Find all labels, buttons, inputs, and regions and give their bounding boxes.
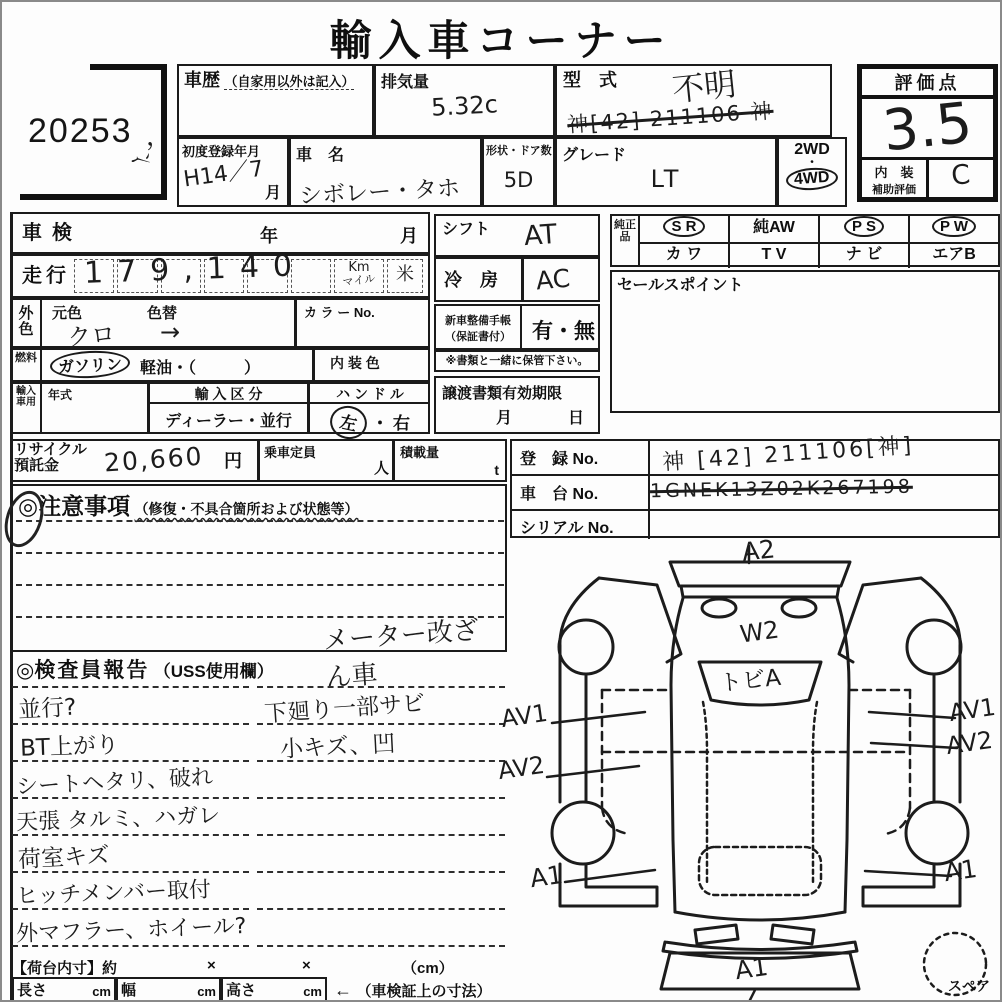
shape-doors-cell [482, 137, 555, 207]
inspector-note: 下廻り一部サビ [263, 690, 426, 728]
report-line [257, 834, 505, 836]
caution-label: 注意事項 [38, 493, 131, 519]
interior-color-divider [312, 350, 315, 380]
cargo-label: 【荷台内寸】約 [12, 960, 118, 977]
interior-label-1: 内 装 [874, 165, 914, 180]
shift-label: シフト [442, 221, 491, 238]
registration-no-label: 登 録 No. [512, 441, 650, 474]
caution-line [16, 552, 504, 554]
damage-label-a1-right: A1 [942, 853, 979, 888]
length-cell [12, 977, 116, 1002]
handle-right: 右 [392, 414, 410, 433]
history-label: 車歴 [184, 70, 220, 90]
chassis-no-label: 車 台 No. [512, 476, 650, 509]
recycle-row [10, 439, 507, 482]
score-box [857, 64, 998, 202]
mileage-unit-mile: マイル [341, 271, 377, 290]
cargo-x2: × [302, 957, 311, 974]
first-registration-label: 初度登録年月 [182, 144, 261, 159]
model-year-label: 年式 [48, 388, 73, 402]
model-value: 不明 [670, 64, 739, 110]
a1-bottom-slash [747, 990, 755, 1002]
import-vlabel: 輸入車用 [12, 384, 42, 432]
fuel-gasoline-circled: ガソリン [49, 349, 130, 380]
report-line [257, 871, 505, 873]
original-color-label: 元色 [52, 305, 83, 322]
interior-label-2: 補助評価 [872, 184, 916, 196]
mileage-value: 179,140 [83, 248, 307, 291]
damage-label-av1-left: AV1 [499, 698, 550, 734]
report-line [257, 908, 505, 910]
door-line-left [703, 702, 707, 885]
length-label: 長さ [17, 982, 48, 999]
history-note: （自家用以外は記入） [224, 74, 355, 89]
inspector-note: 小キズ、凹 [279, 730, 396, 763]
handle-left-circled: 左 [327, 403, 370, 443]
interior-score-value: C [949, 159, 972, 192]
report-line [257, 945, 505, 947]
inspector-note: ヒッチメンバー取付 [15, 877, 212, 910]
genuine-parts-vlabel: 純正品 [612, 216, 640, 265]
load-label: 積載量 [400, 445, 440, 460]
model-code-cell [555, 64, 832, 137]
lot-comma-mark: ， [146, 122, 173, 152]
handle-dot: ・ [371, 414, 389, 433]
service-book-cell [434, 304, 600, 350]
inspector-note-label: （USS使用欄） [153, 662, 274, 681]
registration-no-value: 神 [42] 211106[神] [661, 433, 916, 476]
interior-score-row [862, 157, 993, 197]
fuel-row [10, 348, 430, 382]
leather-label: カ ワ [640, 244, 730, 268]
inspector-note: BT上がり [19, 732, 120, 762]
grade-value: LT [650, 165, 682, 193]
front-bumper-band [681, 586, 839, 597]
damage-label-av2-left: AV2 [496, 750, 547, 786]
grade-label: グレード [562, 147, 627, 164]
headlight-right [782, 599, 816, 617]
inspector-note: 外マフラー、ホイール? [15, 913, 247, 948]
drive-2wd: 2WD [794, 141, 830, 158]
inspector-label: 検査員報告 [34, 659, 150, 682]
color-change-label: 色替 [147, 305, 178, 322]
import-class-label: 輸 入 区 分 [150, 384, 307, 404]
fuel-vlabel: 燃料 [12, 350, 42, 380]
service-book-value: 有・無 [532, 320, 595, 343]
cargo-x1: × [207, 957, 216, 974]
height-cell [221, 977, 327, 1002]
inspector-note: 荷室キズ [17, 842, 111, 874]
recycle-label-1: リサイクル [14, 441, 87, 458]
dims-note-text: （車検証上の寸法） [356, 983, 492, 1000]
first-registration-month-suffix: 月 [264, 185, 281, 202]
lot-number-box [20, 64, 173, 200]
mileage-unit-box [334, 259, 384, 293]
first-registration-value: H14／7 [181, 156, 266, 193]
damage-label-av2-right: AV2 [944, 725, 995, 761]
import-class-value: ディーラー・並行 [165, 413, 292, 430]
report-line [257, 797, 505, 799]
dims-note [334, 980, 491, 1001]
ac-cell [434, 257, 600, 302]
service-book-label-2: （保証書付） [445, 331, 511, 343]
lot-number: 20253 [28, 112, 133, 150]
keep-note: ※書類と一緒に保管下さい。 [445, 355, 589, 367]
caution-line [16, 520, 504, 522]
interior-color-label: 内 装 色 [330, 355, 380, 371]
caution-line [16, 584, 504, 586]
door-line-right [813, 702, 817, 885]
power-window-circled: P W [932, 216, 976, 237]
inspector-report-header [16, 654, 274, 684]
first-registration-cell [177, 137, 289, 207]
exterior-color-row [10, 298, 430, 353]
damage-label-windshield: トビA [718, 664, 783, 698]
history-cell [177, 64, 374, 137]
mileage-row [10, 248, 430, 298]
score-value: 3.5 [879, 90, 976, 165]
rear-panel-curve [675, 912, 845, 920]
chassis-no-value: 1GNEK13Z02K267198 [649, 475, 914, 503]
color-no-divider [294, 300, 297, 346]
sales-point-label: セールスポイント [617, 277, 744, 294]
front-wheel-left [559, 620, 613, 674]
length-unit: cm [92, 984, 111, 999]
report-line [12, 686, 249, 688]
score-label: 評価点 [862, 69, 993, 99]
power-steering-circled: P S [844, 216, 884, 237]
import-row [10, 382, 430, 434]
car-name-label: 車 名 [296, 147, 345, 164]
registration-table [510, 433, 1000, 538]
mileage-unit-km: Km [348, 260, 370, 275]
model-label: 型 式 [563, 70, 617, 90]
load-unit: t [494, 462, 499, 478]
transfer-day: 日 [568, 410, 585, 427]
original-color-value: クロ [66, 319, 117, 353]
capacity-label: 乗車定員 [264, 445, 317, 460]
height-unit: cm [303, 984, 322, 999]
window-band-dashed [602, 690, 910, 834]
lot-box-top-border [90, 64, 167, 70]
drive-dot: ・ [805, 155, 818, 169]
caution-mark: ◎ [18, 493, 39, 519]
rear-wheel-left [552, 802, 614, 864]
recycle-yen: 円 [224, 451, 242, 471]
shift-value: AT [522, 218, 558, 253]
caution-handwritten-note: メーター改ざん車 [322, 615, 480, 694]
ac-value: AC [534, 263, 572, 296]
color-no-label: カ ラ ー No. [304, 305, 375, 320]
exterior-color-vlabel: 外色 [12, 300, 42, 346]
left-side-panel [552, 578, 681, 906]
rear-wheel-right [906, 802, 968, 864]
front-wheel-right [907, 620, 961, 674]
recycle-deposit-value: 20,660 [103, 441, 205, 478]
service-book-label-1: 新車整備手帳 [445, 315, 511, 327]
transfer-docs-cell [434, 376, 600, 434]
inspector-note: シートヘタリ、破れ [15, 764, 214, 801]
load-divider [392, 441, 395, 480]
drive-4wd-circled: 4WD [786, 166, 839, 192]
shape-doors-label: 形状・ドア数 [486, 145, 552, 157]
car-name-value: シボレー・タホ [298, 175, 461, 210]
shaken-label: 車検 [22, 222, 82, 244]
page-title: 輸入車コーナー [329, 17, 673, 64]
genuine-parts-grid [610, 214, 1000, 267]
mileage-asterisk-mark: 米 [387, 259, 423, 293]
damage-label-a2-front: A2 [740, 534, 777, 567]
sales-point-box [610, 270, 1000, 413]
car-name-cell [289, 137, 482, 210]
capacity-divider [257, 441, 260, 480]
front-bumper [670, 562, 850, 586]
fuel-diesel-label: 軽油・（ ） [140, 360, 261, 377]
height-label: 高さ [226, 982, 257, 999]
color-change-arrow: → [160, 318, 181, 346]
shaken-month-label: 月 [400, 226, 418, 246]
capacity-unit: 人 [374, 460, 390, 477]
shape-doors-value: 5D [503, 168, 534, 192]
label-leaders [547, 712, 957, 882]
drive-type-cell [777, 137, 847, 207]
spare-tire-label: スペア [948, 978, 990, 994]
displacement-value: 5.32c [430, 90, 499, 122]
damage-label-a1-rear: A1 [733, 951, 770, 986]
caution-note: （修復・不具合箇所および状態等） [134, 501, 359, 517]
inspector-note: 天張 タルミ、ハガレ [15, 803, 221, 836]
keep-note-cell [434, 350, 600, 372]
damage-label-a1-left: A1 [528, 859, 565, 894]
displacement-label: 排気量 [381, 74, 430, 91]
transfer-docs-label: 譲渡書類有効期限 [442, 385, 563, 402]
tv-label: T V [730, 244, 820, 268]
tail-light-left [695, 925, 738, 944]
left-arrow-icon: ← [334, 980, 352, 1000]
width-unit: cm [197, 984, 216, 999]
headlight-left [702, 599, 736, 617]
handle-label: ハ ン ド ル [310, 384, 430, 404]
serial-no-label: シリアル No. [512, 511, 650, 539]
inspector-mark: ◎ [16, 659, 35, 682]
lot-tick-mark: 冫 [125, 149, 157, 179]
rear-window-dashed [699, 847, 821, 895]
shaken-row [10, 212, 430, 254]
car-diagram [507, 540, 1002, 1002]
width-label: 幅 [121, 982, 137, 999]
genuine-aw: 純AW [730, 216, 820, 242]
shift-cell [434, 214, 600, 257]
recycle-label-2: 預託金 [14, 457, 60, 474]
model-crossed-note: 神[42] 211106 神 [566, 98, 775, 138]
navi-label: ナ ビ [820, 244, 910, 268]
shaken-year-label: 年 [260, 226, 278, 246]
airbag-label: エアB [932, 246, 976, 263]
width-cell [116, 977, 221, 1002]
mileage-label: 走行 [22, 265, 70, 287]
ac-divider [521, 259, 524, 300]
transfer-month: 月 [496, 410, 513, 427]
displacement-cell [374, 64, 555, 137]
inspector-note: 並行? [17, 694, 77, 724]
ac-label: 冷 房 [444, 270, 498, 290]
grade-cell [555, 137, 777, 207]
cargo-unit: （cm） [402, 960, 454, 977]
report-line [12, 723, 249, 725]
sunroof-circled: S R [663, 216, 704, 237]
tail-light-right [771, 925, 814, 944]
damage-label-av1-right: AV1 [947, 692, 998, 728]
damage-label-w2-hood: W2 [738, 615, 781, 649]
